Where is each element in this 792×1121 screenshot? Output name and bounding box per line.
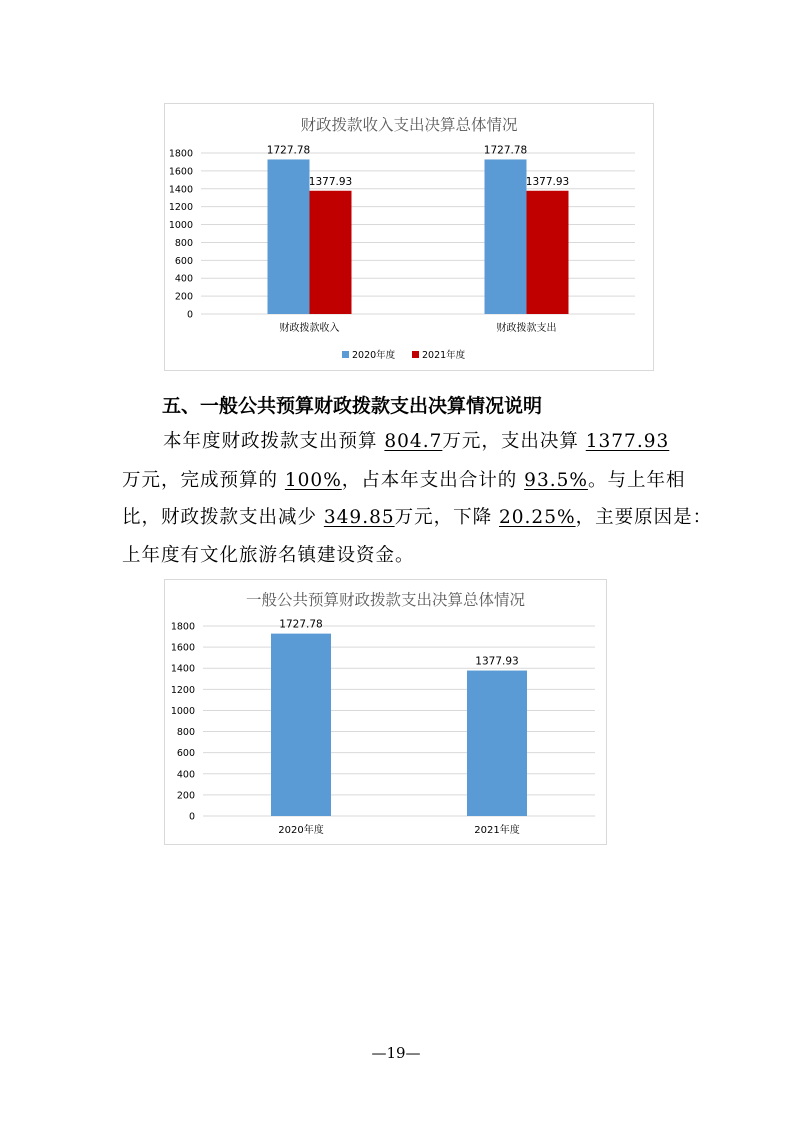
y-tick-label: 600 bbox=[174, 255, 193, 267]
decrease-rate: 20.25% bbox=[499, 507, 576, 528]
chart-financial-income-expenditure bbox=[164, 103, 654, 371]
legend-label: 2020年度 bbox=[352, 350, 396, 361]
x-tick-label: 2021年度 bbox=[474, 825, 520, 836]
text-segment: 万元，下降 bbox=[394, 507, 500, 528]
bar bbox=[310, 191, 352, 314]
y-tick-label: 1400 bbox=[168, 184, 193, 196]
y-tick-label: 1800 bbox=[170, 621, 195, 633]
completion-rate: 100% bbox=[284, 470, 342, 491]
y-tick-label: 1200 bbox=[168, 202, 193, 214]
bar bbox=[485, 159, 527, 314]
text-segment: 本年度财政拨款支出预算 bbox=[163, 431, 385, 452]
x-tick-label: 财政拨款支出 bbox=[496, 323, 557, 334]
text-segment: 比，财政拨款支出减少 bbox=[122, 507, 324, 528]
bar bbox=[268, 159, 310, 314]
y-tick-label: 800 bbox=[174, 237, 193, 249]
data-label: 1377.93 bbox=[475, 655, 519, 668]
x-tick-label: 2020年度 bbox=[278, 825, 324, 836]
y-tick-label: 1000 bbox=[170, 705, 195, 717]
y-tick-label: 1600 bbox=[170, 642, 195, 654]
y-tick-label: 200 bbox=[174, 291, 193, 303]
data-label: 1377.93 bbox=[525, 175, 570, 188]
y-tick-label: 0 bbox=[186, 309, 193, 321]
y-tick-label: 1000 bbox=[168, 220, 193, 232]
y-tick-label: 1800 bbox=[168, 148, 193, 160]
paragraph-line-4: 上年度有文化旅游名镇建设资金。 bbox=[122, 545, 415, 566]
bar bbox=[271, 634, 331, 816]
decrease-value: 349.85 bbox=[323, 507, 395, 528]
data-label: 1727.78 bbox=[483, 144, 528, 157]
final-value: 1377.93 bbox=[585, 431, 670, 452]
y-tick-label: 200 bbox=[176, 790, 195, 802]
y-tick-label: 400 bbox=[176, 769, 195, 781]
bar bbox=[467, 671, 527, 816]
data-label: 1727.78 bbox=[266, 144, 311, 157]
y-tick-label: 600 bbox=[176, 748, 195, 760]
chart-title: 一般公共预算财政拨款支出决算总体情况 bbox=[245, 591, 526, 609]
y-tick-label: 1200 bbox=[170, 684, 195, 696]
text-segment: 。与上年相 bbox=[587, 470, 686, 491]
chart-2-svg bbox=[165, 580, 606, 844]
paragraph-line-3 bbox=[122, 503, 712, 529]
y-tick-label: 0 bbox=[188, 811, 195, 823]
text-segment: ，占本年支出合计的 bbox=[341, 470, 525, 491]
text-segment: ，主要原因是： bbox=[575, 507, 713, 528]
chart-title: 财政拨款收入支出决算总体情况 bbox=[300, 116, 518, 134]
data-label: 1727.78 bbox=[279, 618, 323, 631]
paragraph-line-1 bbox=[163, 427, 669, 453]
section-heading: 五、一般公共预算财政拨款支出决算情况说明 bbox=[162, 395, 543, 417]
x-tick-label: 财政拨款收入 bbox=[279, 323, 340, 334]
y-tick-label: 1400 bbox=[170, 663, 195, 675]
text-segment: 万元，完成预算的 bbox=[122, 470, 285, 491]
y-tick-label: 1600 bbox=[168, 166, 193, 178]
paragraph-line-2 bbox=[122, 466, 685, 492]
text-segment: 万元，支出决算 bbox=[442, 431, 586, 452]
chart-1-svg bbox=[165, 104, 653, 370]
page-number: —19— bbox=[371, 1044, 421, 1062]
legend-swatch bbox=[412, 351, 419, 358]
y-tick-label: 800 bbox=[176, 727, 195, 739]
legend-swatch bbox=[342, 351, 349, 358]
y-tick-label: 400 bbox=[174, 273, 193, 285]
legend-label: 2021年度 bbox=[422, 350, 466, 361]
budget-value: 804.7 bbox=[384, 431, 443, 452]
data-label: 1377.93 bbox=[308, 175, 353, 188]
share-rate: 93.5% bbox=[524, 470, 588, 491]
bar bbox=[527, 191, 569, 314]
chart-general-budget-expenditure bbox=[164, 579, 607, 845]
